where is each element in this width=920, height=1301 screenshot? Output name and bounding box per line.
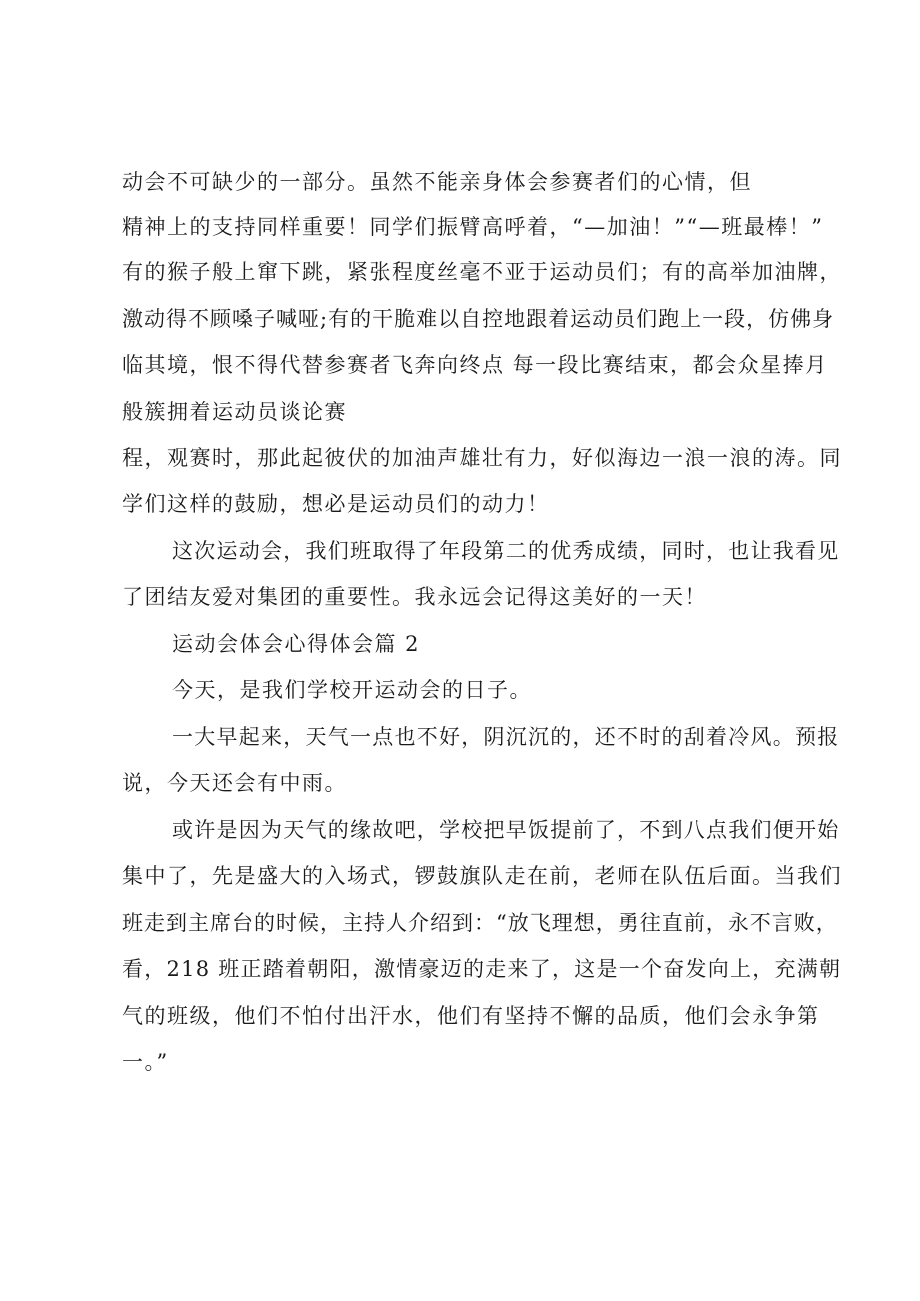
text-line: 或许是因为天气的缘故吧，学校把早饭提前了，不到八点我们便开始 — [172, 818, 840, 842]
text-line: 学们这样的鼓励，想必是运动员们的动力！ — [122, 492, 550, 516]
text-line: 气的班级，他们不怕付出汗水，他们有坚持不懈的品质，他们会永争第 — [122, 1004, 820, 1028]
text-line: 临其境，恨不得代替参赛者飞奔向终点 每一段比赛结束，都会众星捧月 — [122, 353, 828, 377]
text-line: 集中了，先是盛大的入场式，锣鼓旗队走在前，老师在队伍后面。当我们 — [122, 864, 842, 888]
text-line: 今天，是我们学校开运动会的日子。 — [172, 678, 532, 702]
text-line: 班走到主席台的时候，主持人介绍到：“放飞理想，勇往直前，永不言败， — [122, 911, 838, 935]
text-line: 这次运动会，我们班取得了年段第二的优秀成绩，同时，也让我看见 — [172, 539, 840, 563]
text-line: 看，218 班正踏着朝阳，激情豪迈的走来了，这是一个奋发向上，充满朝 — [122, 957, 842, 981]
text-line: 一。” — [122, 1050, 169, 1074]
text-line: 程，观赛时，那此起彼伏的加油声雄壮有力，好似海边一浪一浪的涛。同 — [122, 446, 842, 470]
text-line: 激动得不顾嗓子喊哑;有的干脆难以自控地跟着运动员们跑上一段，仿佛身 — [122, 307, 835, 331]
text-line: 般簇拥着运动员谈论赛 — [122, 400, 347, 424]
text-line: 动会不可缺少的一部分。虽然不能亲身体会参赛者们的心情，但 — [122, 170, 752, 194]
text-line: 一大早起来，天气一点也不好，阴沉沉的，还不时的刮着冷风。预报 — [172, 725, 840, 749]
section-heading: 运动会体会心得体会篇 2 — [172, 632, 421, 656]
text-line: 有的猴子般上窜下跳，紧张程度丝毫不亚于运动员们；有的高举加油牌， — [122, 260, 842, 284]
text-line: 说，今天还会有中雨。 — [122, 771, 347, 795]
text-line: 精神上的支持同样重要！同学们振臂高呼着，“—加油！”“—班最棒！” — [122, 215, 824, 239]
text-line: 了团结友爱对集团的重要性。我永远会记得这美好的一天！ — [122, 585, 707, 609]
